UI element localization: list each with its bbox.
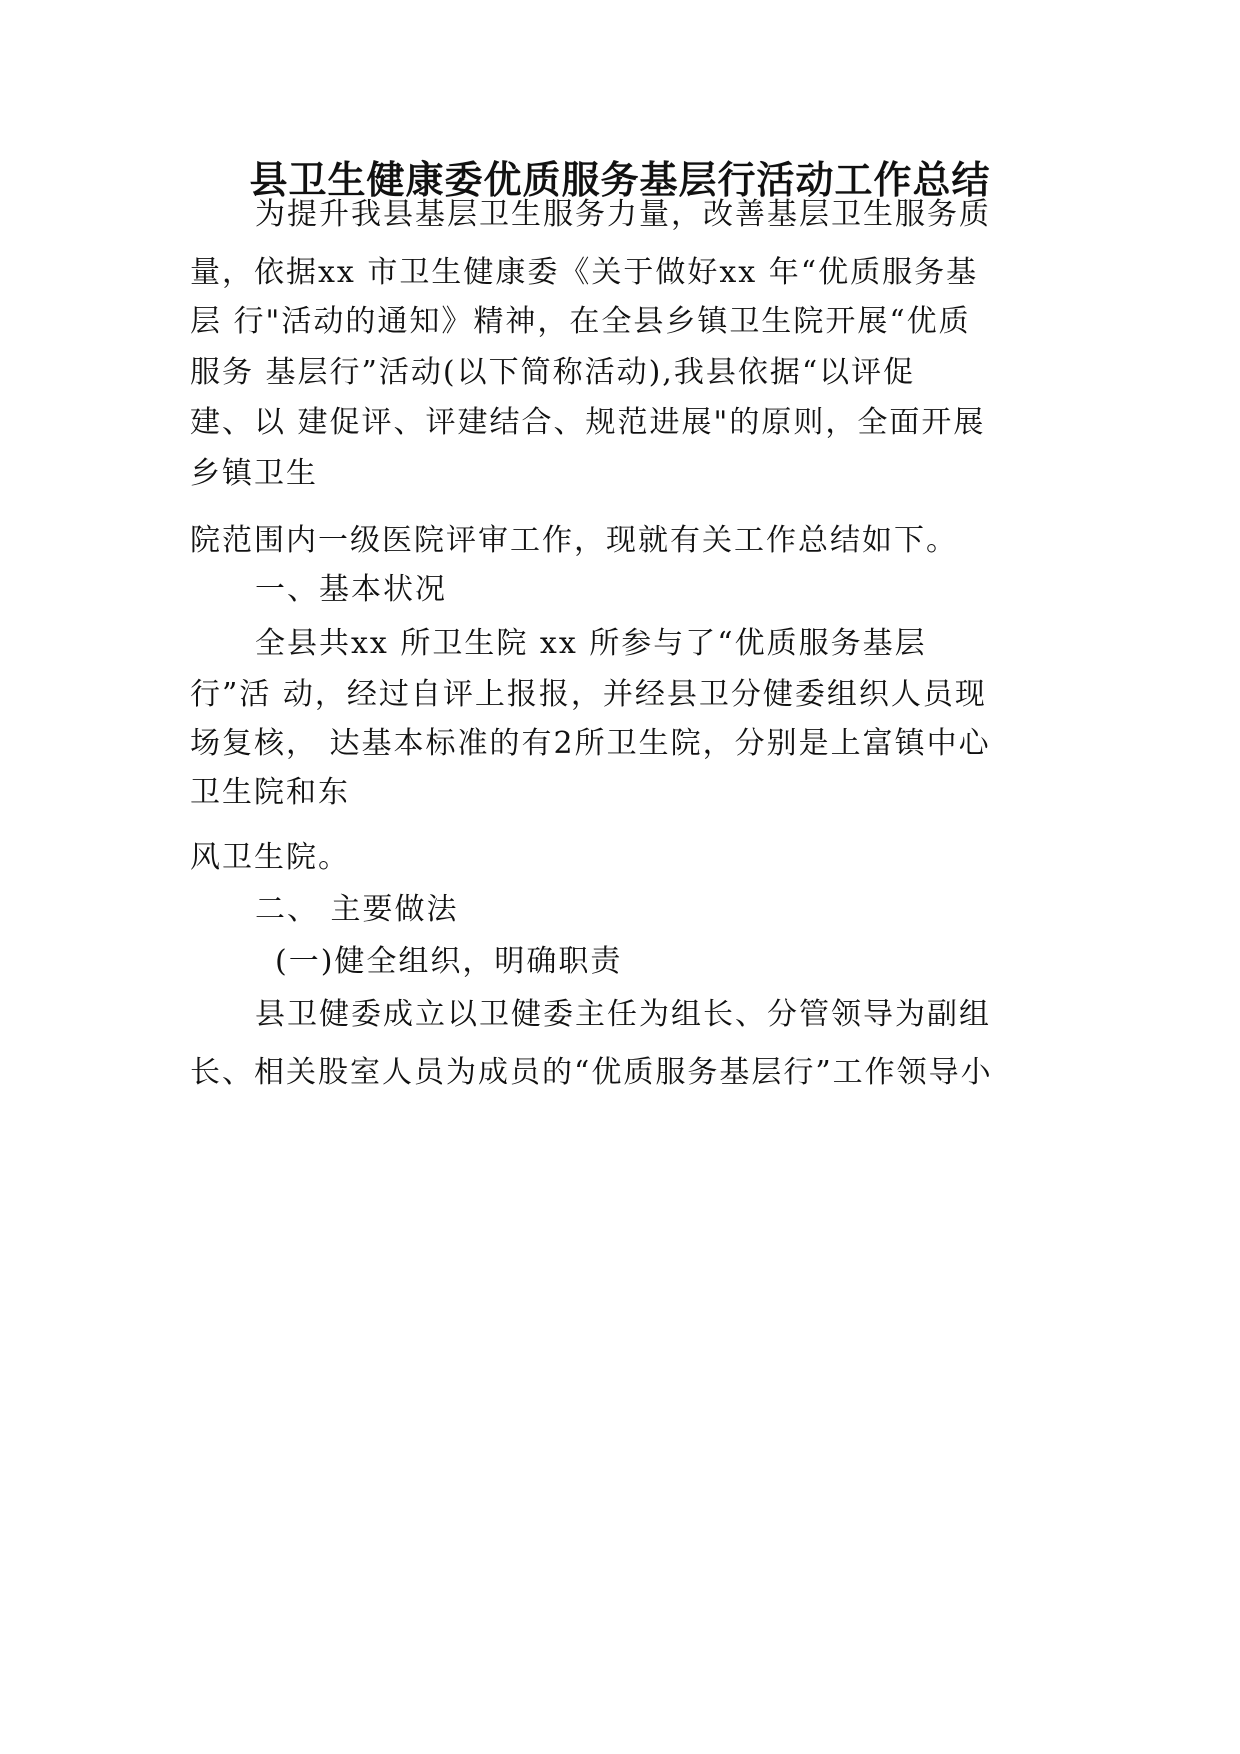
section-heading: 二、 主要做法	[255, 892, 459, 927]
text-line: 卫生院和东	[190, 775, 350, 810]
text-line: 风卫生院。	[190, 840, 350, 875]
text-line: 长、相关股室人员为成员的“优质服务基层行”工作领导小	[190, 1055, 993, 1090]
text-line: 全县共xx 所卫生院 xx 所参与了“优质服务基层	[255, 626, 927, 661]
text-line: 院范围内一级医院评审工作，现就有关工作总结如下。	[190, 523, 958, 558]
text-line: 行”活 动，经过自评上报报，并经县卫分健委组织人员现	[190, 677, 987, 712]
text-line: 建、以 建促评、评建结合、规范进展"的原则，全面开展	[190, 405, 986, 440]
text-line: 服务 基层行”活动(以下简称活动),我县依据“以评促	[190, 355, 916, 390]
text-line: 县卫健委成立以卫健委主任为组长、分管领导为副组	[255, 997, 991, 1032]
text-line: 为提升我县基层卫生服务力量，改善基层卫生服务质	[255, 197, 991, 232]
text-line: 场复核， 达基本标准的有2所卫生院，分别是上富镇中心	[190, 726, 991, 761]
document-title: 县卫生健康委优质服务基层行活动工作总结	[249, 157, 991, 202]
text-line: 量，依据xx 市卫生健康委《关于做好xx 年“优质服务基	[190, 255, 979, 290]
text-line: 乡镇卫生	[190, 456, 318, 491]
subsection-heading: (一)健全组织，明确职责	[275, 944, 623, 979]
section-heading: 一、基本状况	[255, 572, 447, 607]
text-line: 层 行"活动的通知》精神，在全县乡镇卫生院开展“优质	[190, 304, 971, 339]
